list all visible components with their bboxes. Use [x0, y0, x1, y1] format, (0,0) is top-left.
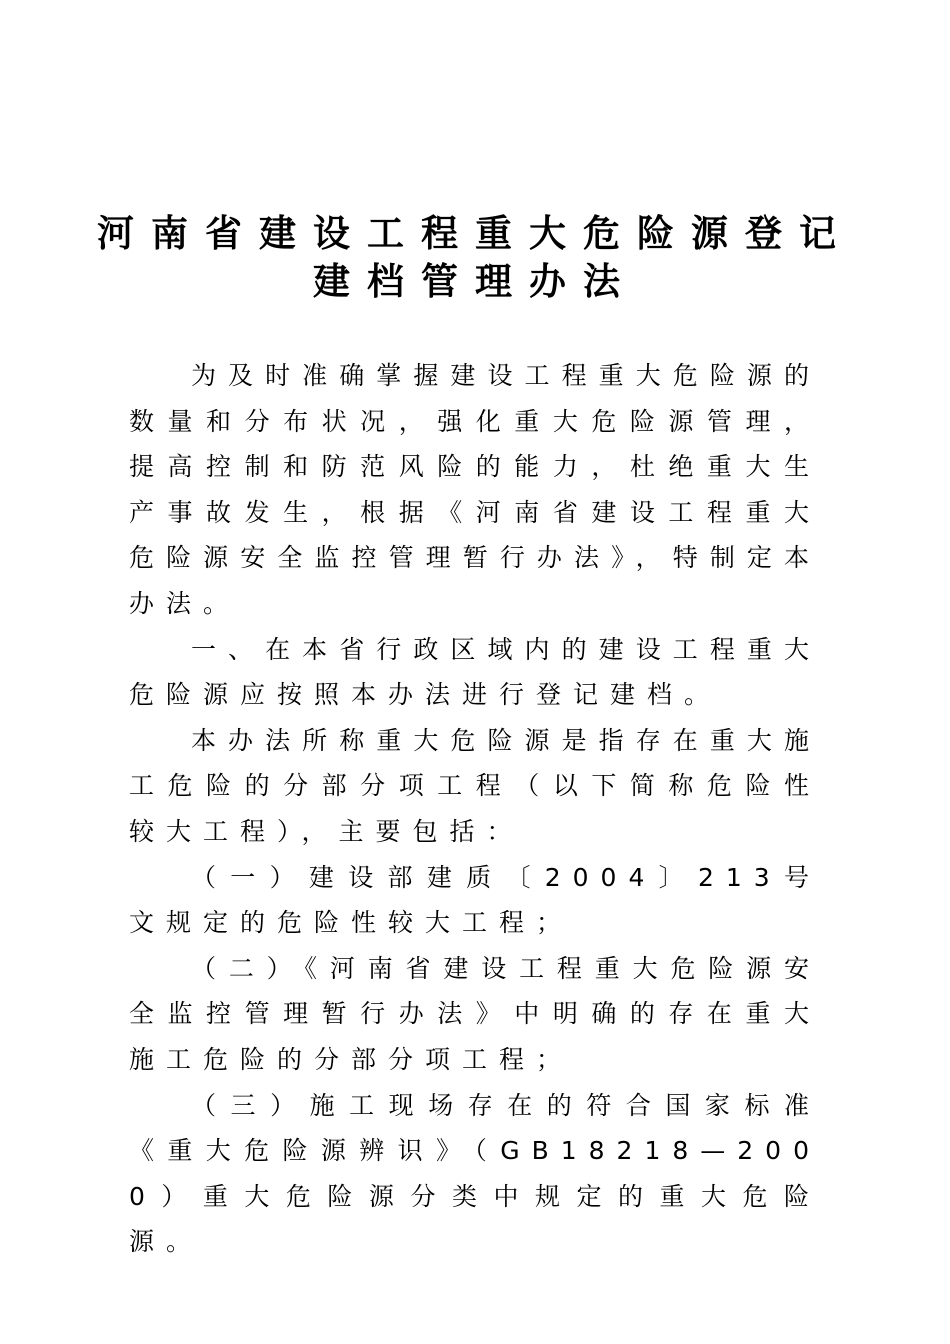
- document-title-line-1: 河南省建设工程重大危险源登记: [97, 211, 853, 255]
- document-title-line-2: 建档管理办法: [313, 259, 637, 303]
- paragraph-item-1: （一）建设部建质〔2004〕213号文规定的危险性较大工程；: [129, 862, 821, 938]
- paragraph-item-2: （二）《河南省建设工程重大危险源安全监控管理暂行办法》中明确的存在重大施工危险的分部分项工程；: [129, 953, 821, 1074]
- document-body: [129, 353, 821, 1265]
- paragraph-intro: 为及时准确掌握建设工程重大危险源的数量和分布状况，强化重大危险源管理，提高控制和防范风险的能力，杜绝重大生产事故发生，根据《河南省建设工程重大危险源安全监控管理暂行办法》，特制定本办法。: [129, 361, 821, 618]
- paragraph-definition: 本办法所称重大危险源是指存在重大施工危险的分部分项工程（以下简称危险性较大工程），主要包括：: [129, 725, 821, 846]
- paragraph-item-3: （三）施工现场存在的符合国家标准《重大危险源辨识》（GB18218—2000）重大危险源分类中规定的重大危险源。: [129, 1090, 821, 1257]
- paragraph-article-1: 一、在本省行政区域内的建设工程重大危险源应按照本办法进行登记建档。: [129, 634, 821, 710]
